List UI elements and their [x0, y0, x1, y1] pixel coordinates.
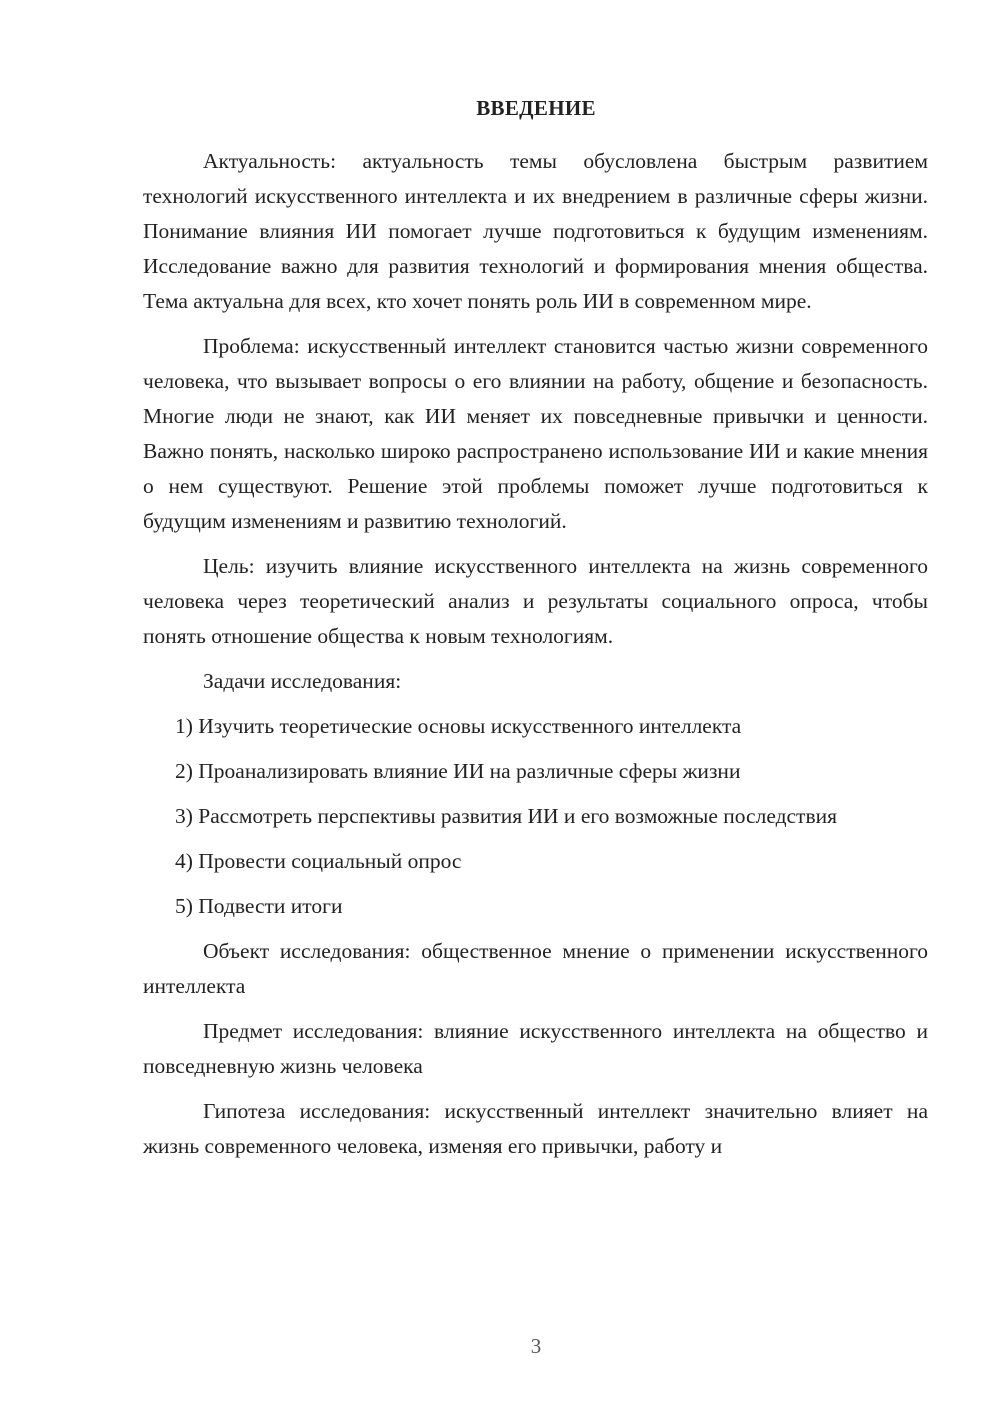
task-item-3: 3) Рассмотреть перспективы развития ИИ и его возможные последствия: [175, 804, 837, 828]
paragraph-object: Объект исследования: общественное мнение о применении искусственного интеллекта: [143, 939, 928, 998]
page-title: ВВЕДЕНИЕ: [476, 96, 596, 120]
paragraph-hypothesis: Гипотеза исследования: искусственный интеллект значительно влияет на жизнь современного человека, изменяя его привычки, работу и: [143, 1099, 928, 1158]
task-item-2: 2) Проанализировать влияние ИИ на различные сферы жизни: [175, 759, 741, 783]
page-number: 3: [530, 1334, 542, 1358]
tasks-heading: Задачи исследования:: [203, 669, 402, 693]
task-item-1: 1) Изучить теоретические основы искусственного интеллекта: [175, 714, 742, 738]
task-item-4: 4) Провести социальный опрос: [175, 849, 462, 873]
paragraph-subject: Предмет исследования: влияние искусственного интеллекта на общество и повседневную жизнь человека: [143, 1019, 928, 1078]
paragraph-problem: Проблема: искусственный интеллект становится частью жизни современного человека, что вызывает вопросы о его влиянии на работу, общение и безопасность. Многие люди не знают, как ИИ меняет их повседневные привычки и ценности. Важно понять, насколько широко распространено использование ИИ и какие мнения о нем существуют. Решение этой проблемы поможет лучше подготовиться к будущим изменениям и развитию технологий.: [143, 334, 928, 533]
task-item-5: 5) Подвести итоги: [175, 894, 343, 918]
paragraph-goal: Цель: изучить влияние искусственного интеллекта на жизнь современного человека через теоретический анализ и результаты социального опроса, чтобы понять отношение общества к новым технологиям.: [143, 554, 928, 648]
document-body: [143, 144, 928, 1164]
paragraph-relevance: Актуальность: актуальность темы обусловлена быстрым развитием технологий искусственного интеллекта и их внедрением в различные сферы жизни. Понимание влияния ИИ помогает лучше подготовиться к будущим изменениям. Исследование важно для развития технологий и формирования мнения общества. Тема актуальна для всех, кто хочет понять роль ИИ в современном мире.: [143, 149, 928, 313]
